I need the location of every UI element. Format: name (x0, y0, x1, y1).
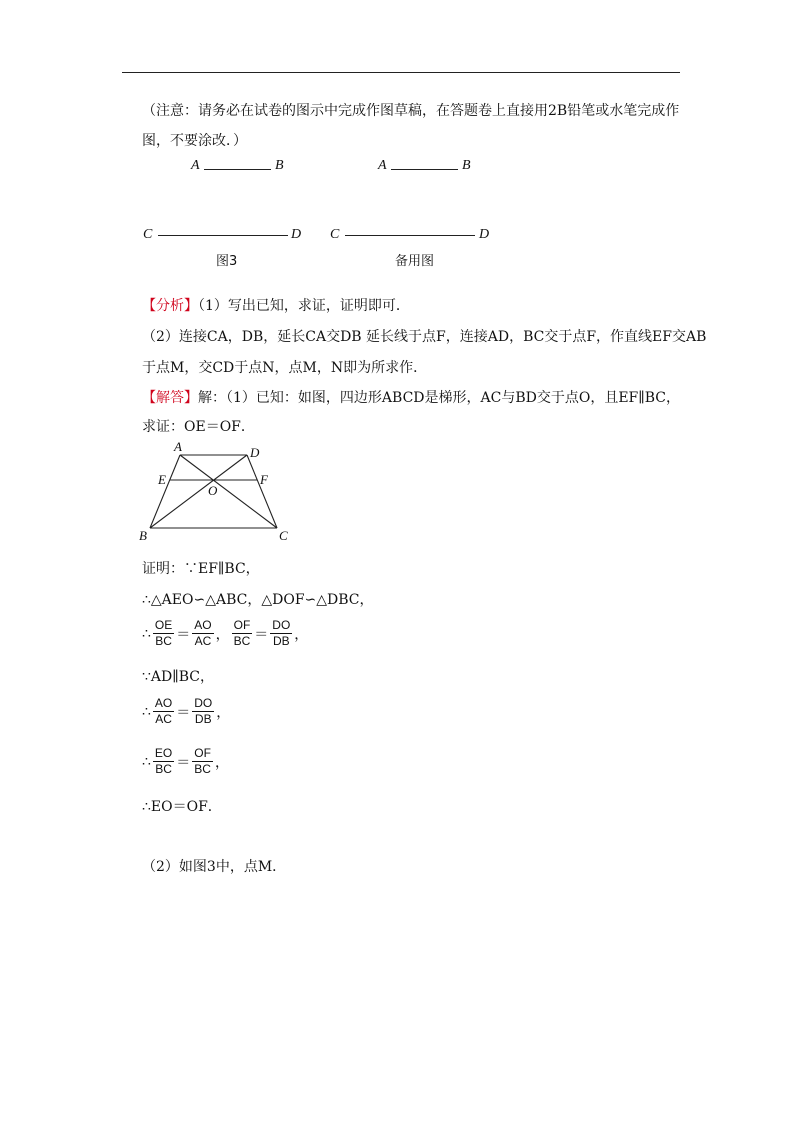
vertex-a: A (174, 440, 182, 454)
fig3-caption: 图3 (216, 254, 238, 269)
fig3-segment-ab (204, 169, 271, 170)
trapezoid-diagram (135, 440, 305, 545)
fig3-label-a: A (191, 158, 200, 173)
fraction-ao-ac: $\frac{AO}{AC}$ (194, 618, 212, 648)
fraction-ao-ac: $\frac{AO}{AC}$ (154, 696, 173, 726)
fig3-label-b: B (275, 158, 284, 173)
spare-label-a: A (378, 158, 387, 173)
fraction-of-bc: $\frac{OF}{BC}$ (194, 746, 211, 776)
header-rule (122, 72, 680, 73)
analysis-tag: 【分析】 (142, 298, 198, 314)
separator: ， (214, 754, 229, 771)
separator: ， (294, 626, 309, 643)
spare-segment-cd (345, 235, 475, 236)
note-line-1: （注意：请务必在试卷的图示中完成作图草稿，在答题卷上直接用2B铅笔或水笔完成作 (142, 103, 680, 119)
proof-step-5 (142, 696, 230, 727)
equals-sign: ＝ (254, 626, 269, 643)
point-f: F (260, 472, 268, 487)
proof-step-7: ∴EO＝OF． (142, 799, 222, 815)
point-o: O (208, 483, 218, 498)
proof-step-2: ∴△AEO∽△ABC，△DOF∽△DBC， (142, 592, 374, 608)
spare-label-c: C (330, 227, 340, 242)
note-line-2: 图，不要涂改．） (142, 133, 247, 149)
fig3-label-d: D (291, 227, 302, 242)
fig3-segment-cd (158, 235, 288, 236)
spare-label-d: D (479, 227, 490, 242)
equals-sign: ＝ (176, 704, 191, 721)
part-2-answer: （2）如图3中，点M． (142, 859, 287, 875)
proof-step-1: 证明：∵EF∥BC， (142, 561, 260, 577)
analysis-text-1: （1）写出已知，求证，证明即可． (198, 298, 410, 314)
proof-step-3 (142, 618, 308, 649)
spare-caption: 备用图 (395, 254, 435, 269)
therefore-sign: ∴ (142, 703, 151, 720)
analysis-line-3: 于点M，交CD于点N，点M，N即为所求作． (142, 360, 428, 376)
answer-line-1 (142, 387, 680, 407)
spare-label-b: B (462, 158, 471, 173)
vertex-d: D (250, 445, 260, 460)
fraction-of-bc: $\frac{OF}{BC}$ (233, 618, 251, 648)
separator: ， (215, 626, 230, 643)
therefore-sign: ∴ (142, 625, 151, 642)
therefore-sign: ∴ (142, 753, 151, 770)
fraction-oe-bc: $\frac{OE}{BC}$ (154, 618, 173, 648)
proof-step-4: ∵AD∥BC， (142, 669, 214, 685)
point-e: E (158, 472, 166, 487)
spare-segment-ab (391, 169, 458, 170)
fraction-do-db: $\frac{DO}{DB}$ (194, 696, 213, 726)
proof-step-6 (142, 746, 229, 777)
answer-text-1: 解：（1）已知：如图，四边形ABCD是梯形，AC与BD交于点O，且EF∥BC， (198, 390, 680, 406)
vertex-b: B (139, 528, 147, 543)
analysis-line-1 (142, 295, 410, 315)
equals-sign: ＝ (176, 626, 191, 643)
separator: ， (216, 704, 231, 721)
analysis-line-2: （2）连接CA，DB，延长CA交DB 延长线于点F，连接AD，BC交于点F，作直线EF交AB (142, 329, 707, 345)
fraction-eo-bc: $\frac{EO}{BC}$ (154, 746, 173, 776)
answer-tag: 【解答】 (142, 390, 198, 406)
fraction-do-db: $\frac{DO}{DB}$ (272, 618, 291, 648)
vertex-c: C (279, 528, 288, 543)
fig3-label-c: C (143, 227, 153, 242)
equals-sign: ＝ (176, 754, 191, 771)
answer-line-2: 求证：OE＝OF． (142, 419, 255, 435)
